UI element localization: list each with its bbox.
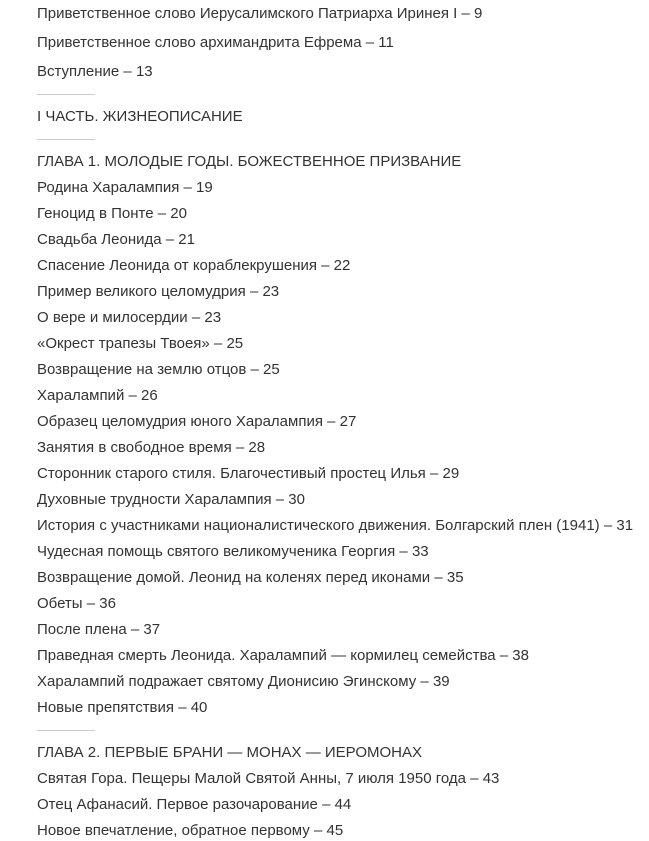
toc-entry xyxy=(37,570,639,586)
entry-separator: – xyxy=(416,673,433,690)
entry-separator: – xyxy=(231,439,249,456)
entry-title: «Окрест трапезы Твоея» xyxy=(37,335,210,352)
toc-entry xyxy=(37,206,639,222)
chapter-2-block xyxy=(37,745,639,839)
entry-page: 43 xyxy=(482,770,500,787)
entry-page: 26 xyxy=(141,387,158,404)
entry-title: Приветственное слово Иерусалимского Патриарха Иринея I xyxy=(37,5,458,22)
entry-separator: – xyxy=(309,822,327,839)
entry-separator: – xyxy=(119,63,136,80)
entry-page: 44 xyxy=(334,796,352,813)
entry-separator: – xyxy=(322,413,340,430)
entry-page: 40 xyxy=(190,699,208,716)
entry-page: 23 xyxy=(262,283,280,300)
chapter-1-heading: ГЛАВА 1. МОЛОДЫЕ ГОДЫ. БОЖЕСТВЕННОЕ ПРИЗВАНИЕ xyxy=(37,153,462,170)
toc-entry xyxy=(37,336,639,352)
entry-separator: – xyxy=(187,309,205,326)
entry-page: 9 xyxy=(474,5,483,22)
entry-title: После плена xyxy=(37,621,127,638)
entry-page: 36 xyxy=(99,595,116,612)
entry-title: Свадьба Леонида xyxy=(37,231,162,248)
toc-entry xyxy=(37,622,639,638)
entry-page: 31 xyxy=(616,517,634,534)
section-divider xyxy=(37,94,95,95)
toc-entry xyxy=(37,232,639,248)
entry-page: 30 xyxy=(288,491,305,508)
toc-entry xyxy=(37,518,639,534)
entry-separator: – xyxy=(271,491,289,508)
entry-separator: – xyxy=(161,231,179,248)
entry-page: 27 xyxy=(339,413,357,430)
entry-separator: – xyxy=(179,179,197,196)
toc-intro-block xyxy=(37,6,639,80)
chapter-1-block xyxy=(37,154,639,716)
entry-separator: – xyxy=(599,517,617,534)
entry-title: Пример великого целомудрия xyxy=(37,283,246,300)
entry-separator: – xyxy=(466,770,483,787)
entry-title: Вступление xyxy=(37,63,120,80)
entry-title: Сторонник старого стиля. Благочестивый простец Илья xyxy=(37,465,426,482)
entry-page: 29 xyxy=(442,465,460,482)
entry-page: 45 xyxy=(326,822,344,839)
entry-separator: – xyxy=(124,387,142,404)
toc-entry xyxy=(37,771,639,787)
toc-entry xyxy=(37,674,639,690)
entry-title: Отец Афанасий. Первое разочарование xyxy=(37,796,318,813)
entry-title: Образец целомудрия юного Харалампия xyxy=(37,413,323,430)
entry-page: 13 xyxy=(135,63,153,80)
entry-page: 25 xyxy=(263,361,280,378)
toc-entry xyxy=(37,310,639,326)
entry-title: Харалампий xyxy=(37,387,125,404)
entry-page: 22 xyxy=(333,257,351,274)
section-divider xyxy=(37,139,95,140)
part-heading: I ЧАСТЬ. ЖИЗНЕОПИСАНИЕ xyxy=(37,108,243,125)
toc-entry xyxy=(37,700,639,716)
entry-title: Спасение Леонида от кораблекрушения xyxy=(37,257,317,274)
entry-page: 33 xyxy=(411,543,429,560)
entry-separator: – xyxy=(82,595,100,612)
chapter-2-heading: ГЛАВА 2. ПЕРВЫЕ БРАНИ — МОНАХ — ИЕРОМОНАХ xyxy=(37,744,423,761)
entry-title: О вере и милосердии xyxy=(37,309,188,326)
toc-entry xyxy=(37,64,639,80)
toc-entry xyxy=(37,544,639,560)
entry-separator: – xyxy=(457,5,475,22)
entry-separator: – xyxy=(174,699,191,716)
entry-title: Занятия в свободное время xyxy=(37,439,232,456)
section-divider xyxy=(37,730,95,731)
toc-entry xyxy=(37,466,639,482)
toc-entry xyxy=(37,440,639,456)
entry-title: Возвращение на землю отцов xyxy=(37,361,247,378)
entry-page: 28 xyxy=(248,439,266,456)
toc-entry xyxy=(37,6,639,22)
toc-entry xyxy=(37,388,639,404)
entry-page: 25 xyxy=(226,335,244,352)
toc-entry xyxy=(37,362,639,378)
entry-page: 21 xyxy=(178,231,195,248)
entry-title: История с участниками националистического движения. Болгарский плен (1941) xyxy=(37,517,600,534)
entry-separator: – xyxy=(425,465,443,482)
entry-separator: – xyxy=(430,569,447,586)
entry-title: Новое впечатление, обратное первому xyxy=(37,822,310,839)
entry-title: Геноцид в Понте xyxy=(37,205,154,222)
entry-separator: – xyxy=(395,543,412,560)
toc-entry xyxy=(37,180,639,196)
entry-page: 20 xyxy=(170,205,187,222)
entry-title: Чудесная помощь святого великомученика Георгия xyxy=(37,543,396,560)
entry-title: Харалампий подражает святому Дионисию Эгинскому xyxy=(37,673,417,690)
entry-page: 11 xyxy=(378,34,394,51)
entry-separator: – xyxy=(316,257,334,274)
entry-title: Приветственное слово архимандрита Ефрема xyxy=(37,34,362,51)
toc-entry xyxy=(37,414,639,430)
entry-separator: – xyxy=(361,34,379,51)
entry-separator: – xyxy=(495,647,513,664)
entry-page: 23 xyxy=(204,309,222,326)
entry-separator: – xyxy=(153,205,171,222)
entry-separator: – xyxy=(126,621,144,638)
entry-title: Обеты xyxy=(37,595,83,612)
entry-page: 35 xyxy=(446,569,464,586)
entry-page: 37 xyxy=(143,621,161,638)
entry-title: Родина Харалампия xyxy=(37,179,180,196)
entry-title: Возвращение домой. Леонид на коленях перед иконами xyxy=(37,569,431,586)
toc-entry xyxy=(37,258,639,274)
toc-entry xyxy=(37,596,639,612)
entry-separator: – xyxy=(246,361,264,378)
toc-entry xyxy=(37,797,639,813)
toc-entry xyxy=(37,823,639,839)
toc-entry xyxy=(37,284,639,300)
entry-title: Новые препятствия xyxy=(37,699,175,716)
entry-separator: – xyxy=(209,335,227,352)
entry-page: 19 xyxy=(196,179,213,196)
toc-entry xyxy=(37,492,639,508)
entry-page: 39 xyxy=(432,673,450,690)
entry-page: 38 xyxy=(512,647,529,664)
entry-title: Святая Гора. Пещеры Малой Святой Анны, 7 июля 1950 года xyxy=(37,770,466,787)
entry-separator: – xyxy=(245,283,263,300)
entry-title: Праведная смерть Леонида. Харалампий — кормилец семейства xyxy=(37,647,496,664)
toc-entry xyxy=(37,648,639,664)
toc-entry xyxy=(37,35,639,51)
entry-title: Духовные трудности Харалампия xyxy=(37,491,272,508)
entry-separator: – xyxy=(317,796,335,813)
